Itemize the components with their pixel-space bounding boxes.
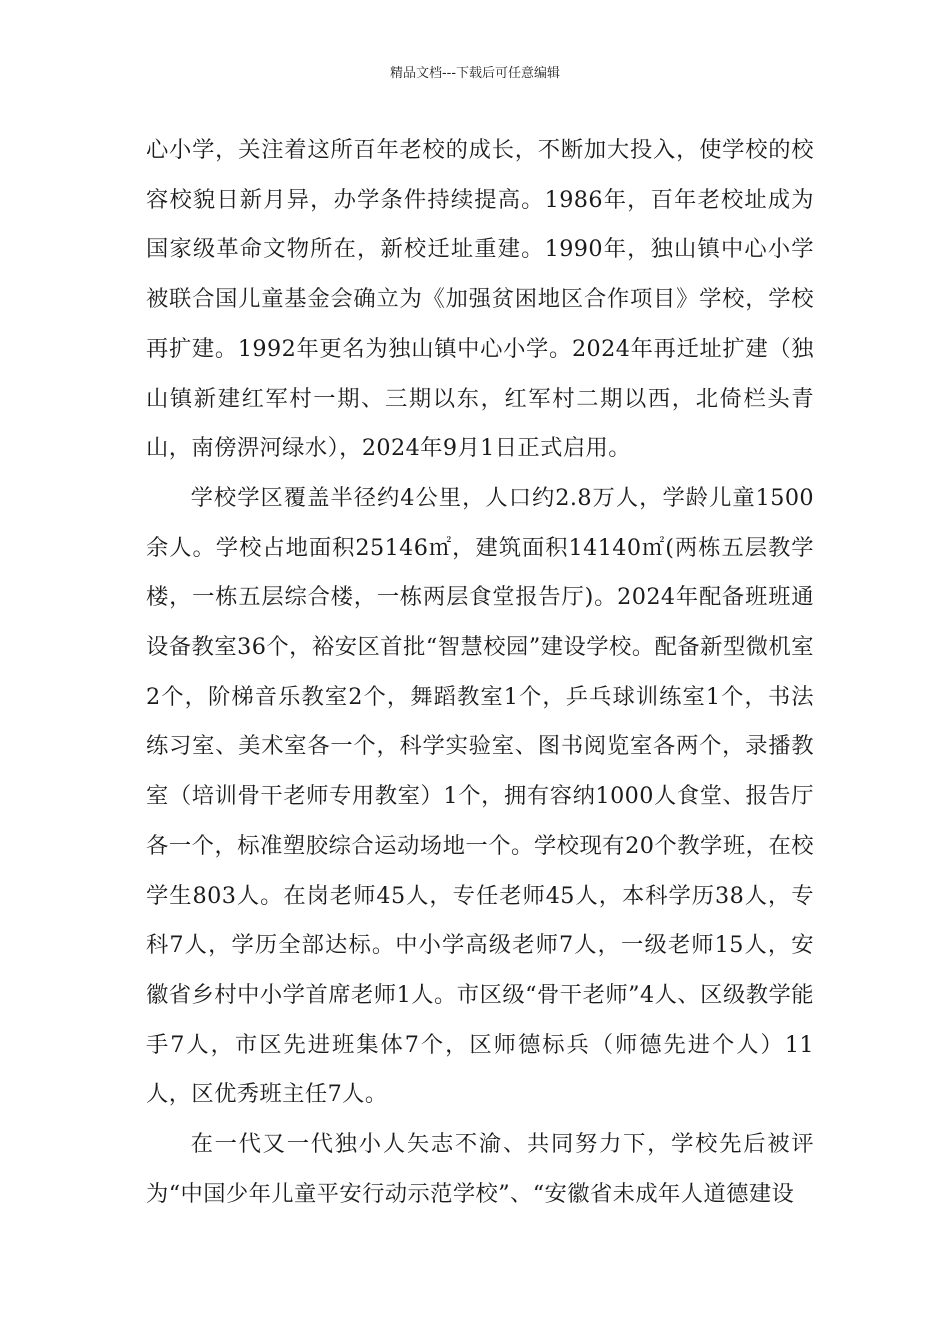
paragraph-school-facilities: 学校学区覆盖半径约4公里，人口约2.8万人，学龄儿童1500余人。学校占地面积25146㎡，建筑面积14140㎡(两栋五层教学楼，一栋五层综合楼，一栋两层食堂报告厅)。2024年配备班班通设备教室36个，裕安区首批“智慧校园”建设学校。配备新型微机室2个，阶梯音乐教室2个，舞蹈教室1个，乒乓球训练室1个，书法练习室、美术室各一个，科学实验室、图书阅览室各两个，录播教室（培训骨干老师专用教室）1个，拥有容纳1000人食堂、报告厅各一个，标准塑胶综合运动场地一个。学校现有20个教学班，在校学生803人。在岗老师45人，专任老师45人，本科学历38人，专科7人，学历全部达标。中小学高级老师7人，一级老师15人，安徽省乡村中小学首席老师1人。市区级“骨干老师”4人、区级教学能手7人，市区先进班集体7个，区师德标兵（师德先进个人）11人，区优秀班主任7人。: [146, 484, 814, 1108]
page-header: 精品文档---下载后可任意编辑: [389, 66, 561, 81]
paragraph-school-honors: 在一代又一代独小人矢志不渝、共同努力下，学校先后被评为“中国少年儿童平安行动示范学校”、“安徽省未成年人道德建设: [146, 1131, 814, 1207]
paragraph-school-history: 心小学，关注着这所百年老校的成长，不断加大投入，使学校的校容校貌日新月异，办学条件持续提高。1986年，百年老校址成为国家级革命文物所在，新校迁址重建。1990年，独山镇中心小学被联合国儿童基金会确立为《加强贫困地区合作项目》学校，学校再扩建。1992年更名为独山镇中心小学。2024年再迁址扩建（独山镇新建红军村一期、三期以东，红军村二期以西，北倚栏头青山，南傍淠河绿水），2024年9月1日正式启用。: [146, 137, 814, 462]
document-body: [146, 126, 814, 1219]
